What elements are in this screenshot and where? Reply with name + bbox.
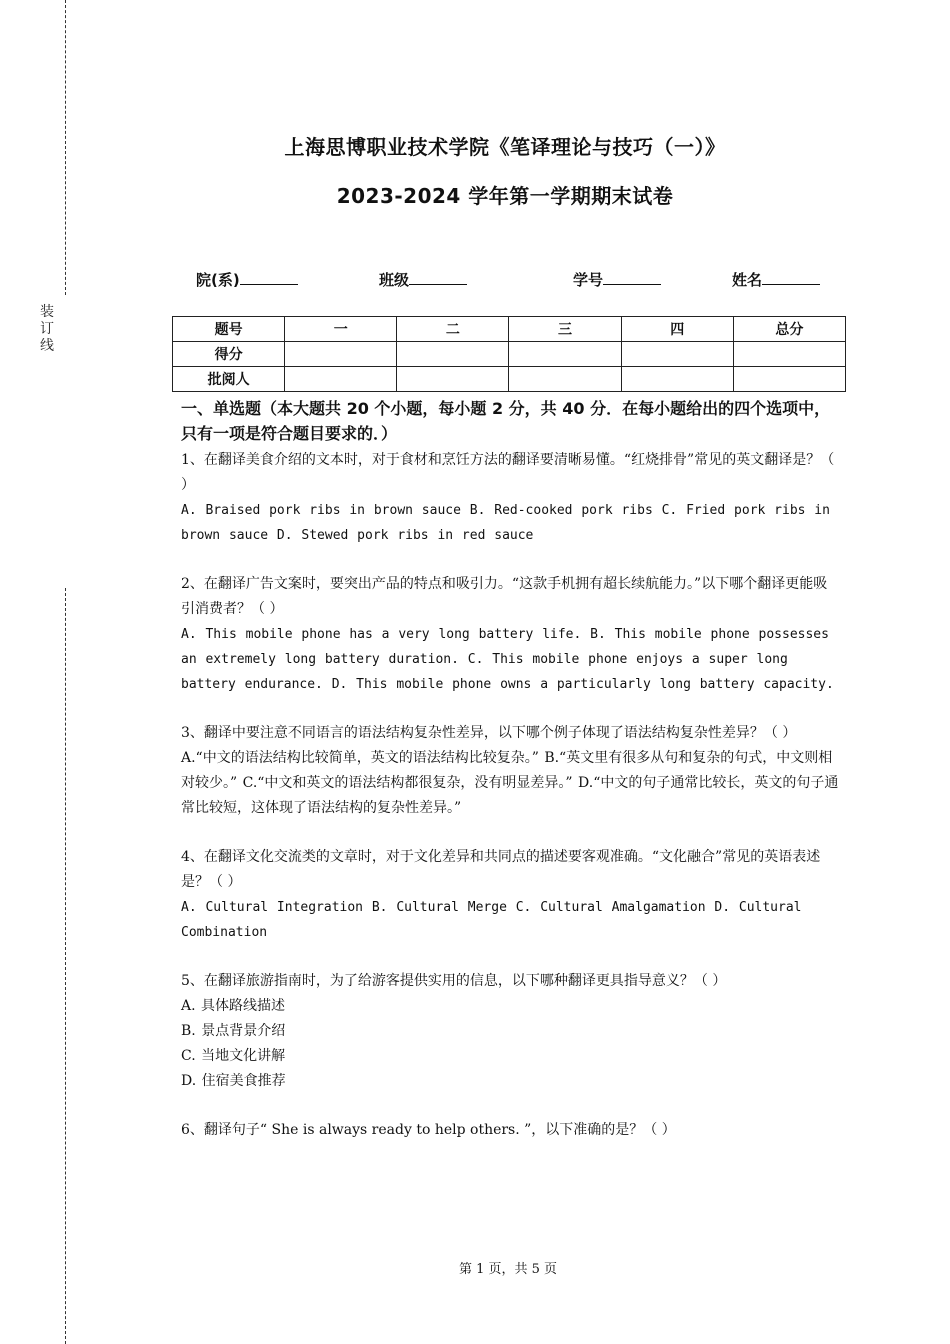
- question-stem: 2、在翻译广告文案时，要突出产品的特点和吸引力。“这款手机拥有超长续航能力。”以下哪个翻译更能吸引消费者？（ ）: [181, 576, 828, 617]
- binding-label-char: 线: [40, 338, 54, 354]
- reviewer-cell[interactable]: [733, 367, 845, 392]
- binding-label-char: 订: [40, 321, 54, 337]
- table-header-cell: 题号: [173, 317, 285, 342]
- question-options: [181, 994, 841, 1094]
- student-info-row: [0, 268, 950, 292]
- question-item: [181, 969, 841, 1094]
- score-cell[interactable]: [509, 342, 621, 367]
- name-label: 姓名: [732, 271, 763, 289]
- option-c: C. 当地文化讲解: [181, 1048, 286, 1064]
- dept-blank[interactable]: [240, 268, 298, 285]
- question-options: A. Braised pork ribs in brown sauce B. Red-cooked pork ribs C. Fried pork ribs in brown sauce D. Stewed pork ribs in red sauce: [181, 503, 830, 543]
- table-header-cell: 三: [509, 317, 621, 342]
- section-heading: 一、单选题（本大题共 20 个小题，每小题 2 分，共 40 分．在每小题给出的四个选项中，只有一项是符合题目要求的．）: [181, 399, 831, 443]
- option-b: B. 景点背景介绍: [181, 1023, 286, 1039]
- table-header-cell: 总分: [733, 317, 845, 342]
- name-field[interactable]: [732, 268, 820, 290]
- table-header-cell: 一: [285, 317, 397, 342]
- page-number: 第 1 页，共 5 页: [458, 1262, 558, 1277]
- question-stem: 5、在翻译旅游指南时，为了给游客提供实用的信息，以下哪种翻译更具指导意义？（ ）: [181, 973, 727, 989]
- reviewer-cell[interactable]: [509, 367, 621, 392]
- row-label: 批阅人: [173, 367, 285, 392]
- question-item: [181, 721, 841, 821]
- dept-label: 院(系): [196, 271, 240, 289]
- table-header-cell: 二: [397, 317, 509, 342]
- option-a: A. 具体路线描述: [181, 998, 286, 1014]
- score-cell[interactable]: [621, 342, 733, 367]
- class-field[interactable]: [379, 268, 467, 290]
- student-id-field[interactable]: [573, 268, 661, 290]
- reviewer-cell[interactable]: [397, 367, 509, 392]
- exam-content: [181, 396, 841, 1167]
- binding-label-char: 装: [40, 304, 54, 320]
- student-id-blank[interactable]: [603, 268, 661, 285]
- question-stem: 1、在翻译美食介绍的文本时，对于食材和烹饪方法的翻译要清晰易懂。“红烧排骨”常见的英文翻译是？（ ）: [181, 452, 835, 493]
- question-stem: 4、在翻译文化交流类的文章时，对于文化差异和共同点的描述要客观准确。“文化融合”常见的英语表述是？（ ）: [181, 849, 821, 890]
- score-table-header-row: [173, 317, 846, 342]
- question-options: A.“中文的语法结构比较简单，英文的语法结构比较复杂。” B.“英文里有很多从句和复杂的句式，中文则相对较少。” C.“中文和英文的语法结构都很复杂，没有明显差异。” D.“中文的句子通常比较长，英文的句子通常比较短，这体现了语法结构的复杂性差异。”: [181, 750, 839, 816]
- score-row: [173, 342, 846, 367]
- dept-field[interactable]: [196, 268, 298, 290]
- question-stem: 6、翻译句子“ She is always ready to help others. ”，以下准确的是？（ ）: [181, 1122, 676, 1138]
- exam-subtitle: 2023-2024 学年第一学期期末试卷: [336, 184, 674, 208]
- exam-title: 上海思博职业技术学院《笔译理论与技巧（一）》: [284, 135, 726, 159]
- option-d: D. 住宿美食推荐: [181, 1073, 286, 1089]
- reviewer-row: [173, 367, 846, 392]
- question-options: A. Cultural Integration B. Cultural Merge C. Cultural Amalgamation D. Cultural Combination: [181, 900, 802, 940]
- question-options: A. This mobile phone has a very long battery life. B. This mobile phone possesses an extremely long battery duration. C. This mobile phone enjoys a super long battery endurance. D. This mobile phone owns a particularly long battery capacity.: [181, 627, 834, 692]
- table-header-cell: 四: [621, 317, 733, 342]
- score-table: [172, 316, 846, 392]
- binding-dashed-line-bottom: [65, 588, 66, 1344]
- row-label: 得分: [173, 342, 285, 367]
- score-cell[interactable]: [733, 342, 845, 367]
- question-item: [181, 845, 841, 945]
- question-stem: 3、翻译中要注意不同语言的语法结构复杂性差异，以下哪个例子体现了语法结构复杂性差异？（ ）: [181, 725, 797, 741]
- name-blank[interactable]: [762, 268, 820, 285]
- student-id-label: 学号: [573, 271, 604, 289]
- question-item: [181, 1118, 841, 1143]
- reviewer-cell[interactable]: [621, 367, 733, 392]
- binding-label: [38, 304, 56, 355]
- question-item: [181, 448, 841, 548]
- class-blank[interactable]: [409, 268, 467, 285]
- class-label: 班级: [379, 271, 410, 289]
- score-cell[interactable]: [285, 342, 397, 367]
- score-cell[interactable]: [397, 342, 509, 367]
- reviewer-cell[interactable]: [285, 367, 397, 392]
- question-item: [181, 572, 841, 697]
